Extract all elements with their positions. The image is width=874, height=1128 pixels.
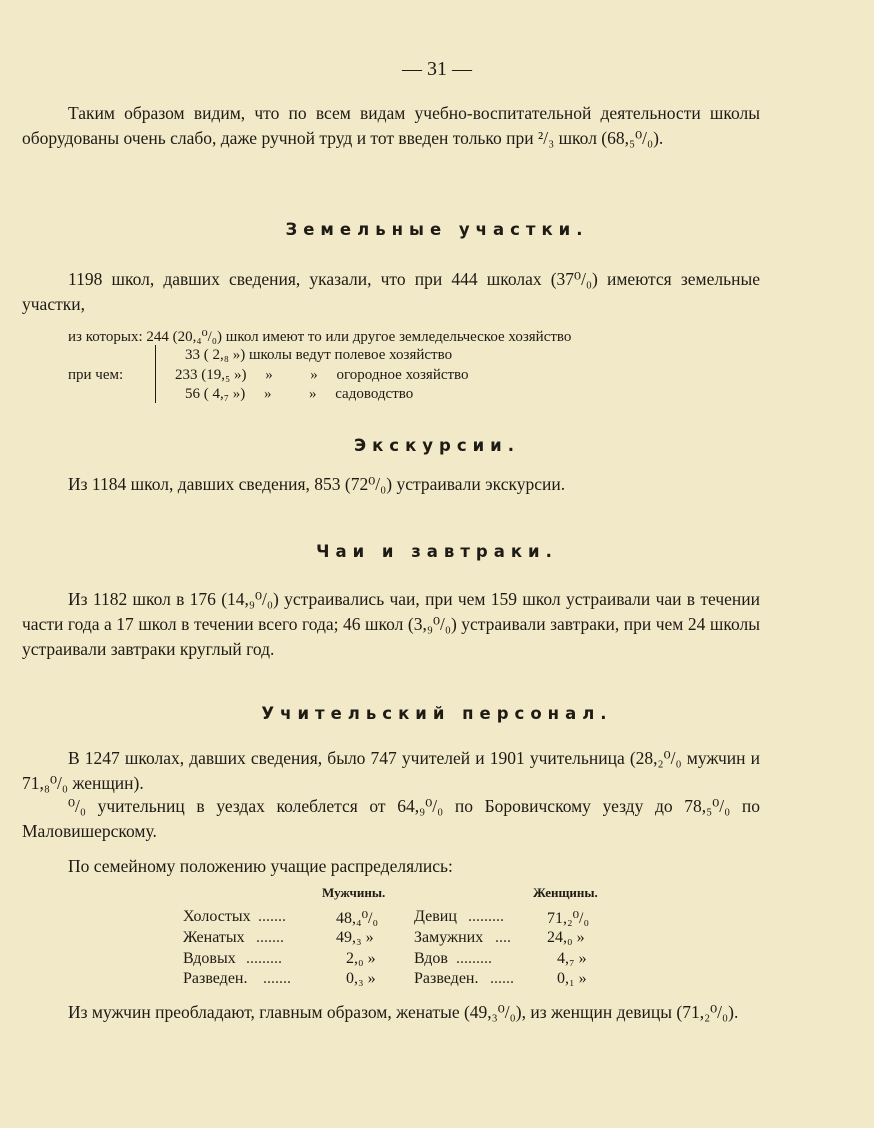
dot-leader: ....... (263, 970, 291, 987)
men-label-divorced: Разведен. (183, 970, 248, 987)
women-label-divorced: Разведен. (414, 970, 479, 987)
land-row-garden: 233 (19,₅ ») » » огородное хозяйство (175, 367, 469, 383)
men-value-married: 49,₃ » (336, 929, 374, 946)
women-label-widowed: Вдов (414, 950, 448, 967)
land-row-orchard: 56 ( 4,₇ ») » » садоводство (185, 386, 414, 402)
when-label: при чем: (68, 367, 124, 383)
teachers-percent-paragraph: ⁰/₀ учительниц в уездах колеблется от 64,₉⁰/₀ по Боровичскому уезду до 78,₅⁰/₀ по Маловишерскому. (22, 796, 760, 841)
dot-leader: ....... (258, 908, 286, 925)
women-value-divorced: 0,₁ » (557, 970, 587, 987)
heading-land-plots: Земельные участки. (285, 220, 589, 239)
women-value-widowed: 4,₇ » (557, 950, 587, 967)
column-header-men: Мужчины. (322, 885, 386, 900)
page-number: — 31 — (402, 58, 472, 80)
intro-paragraph: Таким образом видим, что по всем видам учебно-воспитательной деятельности школы оборудованы очень слабо, даже ручной труд и тот введен только при ²/₃ школ (68,₅⁰/₀). (22, 103, 760, 148)
men-label-single: Холостых (183, 908, 251, 925)
women-value-maidens: 71,₂⁰/₀ (547, 910, 590, 927)
family-status-intro: По семейному положению учащие распределялись: (68, 856, 453, 876)
men-label-married: Женатых (183, 929, 245, 946)
dot-leader: ....... (256, 929, 284, 946)
men-label-widowed: Вдовых (183, 950, 236, 967)
conclusion-paragraph: Из мужчин преобладают, главным образом, женатые (49,₃⁰/₀), из женщин девицы (71,₂⁰/₀). (68, 1002, 739, 1022)
men-value-widowed: 2,₀ » (346, 950, 376, 967)
women-label-maidens: Девиц (414, 908, 457, 925)
land-row-total: из которых: 244 (20,₄⁰/₀) школ имеют то или другое земледельческое хозяйство (68, 329, 572, 345)
excursions-paragraph: Из 1184 школ, давших сведения, 853 (72⁰/₀) устраивали экскурсии. (68, 474, 566, 494)
women-label-married: Замужних (414, 929, 484, 946)
men-value-divorced: 0,₃ » (346, 970, 376, 987)
column-header-women: Женщины. (533, 885, 598, 900)
heading-teachers: Учительский персонал. (261, 704, 613, 723)
dot-leader: ...... (490, 970, 514, 987)
heading-tea-breakfast: Чаи и завтраки. (316, 542, 558, 561)
dot-leader: ......... (456, 950, 492, 967)
tea-breakfast-paragraph: Из 1182 школ в 176 (14,₉⁰/₀) устраивались чаи, при чем 159 школ устраивали чаи в течении части года а 17 школ в течении всего года; 46 школ (3,₉⁰/₀) устраивали завтраки, при чем 24 школы устраивали завтраки круглый год. (22, 589, 760, 659)
teachers-paragraph: В 1247 школах, давших сведения, было 747 учителей и 1901 учительница (28,₂⁰/₀ мужчин и 71,₈⁰/₀ женщин). (22, 748, 760, 793)
dot-leader: ......... (246, 950, 282, 967)
land-row-field: 33 ( 2,₈ ») школы ведут полевое хозяйство (185, 347, 453, 363)
women-value-married: 24,₀ » (547, 929, 585, 946)
dot-leader: ......... (468, 908, 504, 925)
dot-leader: .... (495, 929, 511, 946)
land-plots-paragraph: 1198 школ, давших сведения, указали, что при 444 школах (37⁰/₀) имеются земельные участки, (22, 269, 760, 314)
heading-excursions: Экскурсии. (353, 436, 521, 455)
brace (155, 345, 164, 403)
men-value-single: 48,₄⁰/₀ (336, 910, 379, 927)
